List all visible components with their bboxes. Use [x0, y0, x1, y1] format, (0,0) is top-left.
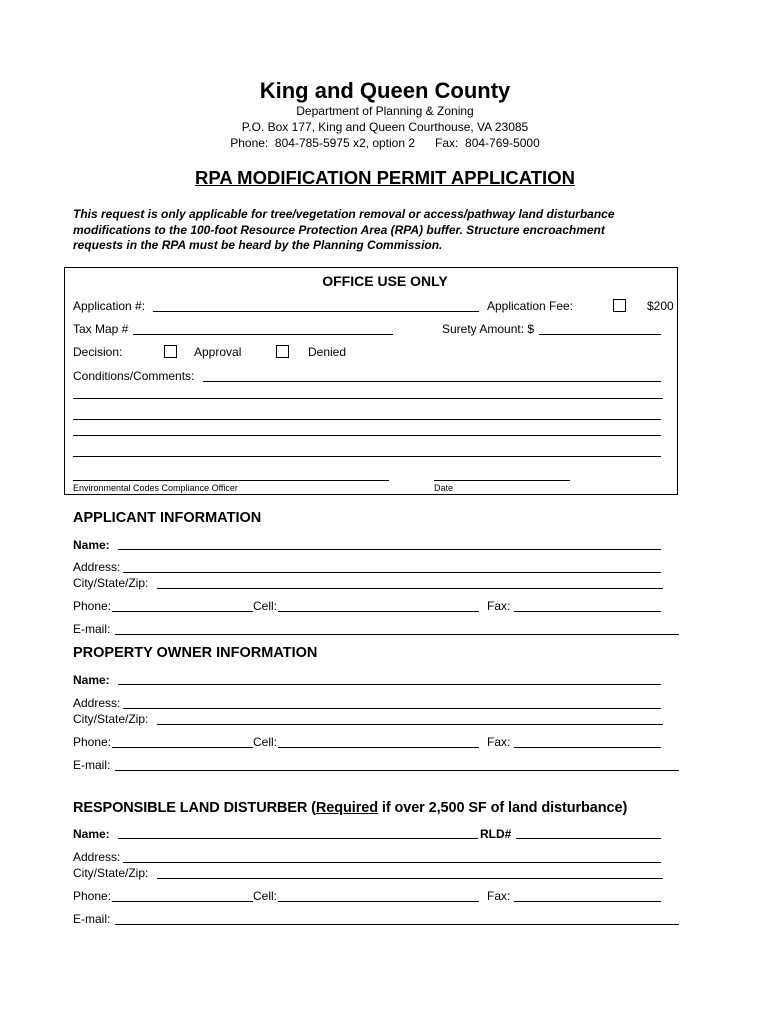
conditions-field-1[interactable]: [203, 381, 661, 382]
conditions-field-2[interactable]: [73, 398, 663, 399]
date-signature-line[interactable]: [434, 480, 570, 481]
office-use-title: OFFICE USE ONLY: [322, 273, 448, 289]
disturber-city-field[interactable]: [157, 878, 663, 879]
disturber-email-field[interactable]: [115, 924, 679, 925]
disturber-rld-label: RLD#: [480, 827, 512, 841]
owner-fax-label: Fax:: [487, 735, 511, 749]
owner-address-field[interactable]: [123, 708, 661, 709]
form-title: RPA MODIFICATION PERMIT APPLICATION: [195, 167, 575, 188]
owner-email-label: E-mail:: [73, 758, 111, 772]
applicant-section-title: APPLICANT INFORMATION: [73, 510, 262, 526]
disturber-title-required: Required: [315, 800, 378, 816]
notice-line-2: modifications to the 100-foot Resource Protection Area (RPA) buffer. Structure encroachment: [73, 222, 605, 237]
county-title: King and Queen County: [259, 78, 511, 103]
disturber-section-title: [73, 800, 627, 816]
disturber-city-label: City/State/Zip:: [73, 866, 149, 880]
disturber-phone-field[interactable]: [112, 901, 253, 902]
department-line: Department of Planning & Zoning: [296, 104, 474, 118]
disturber-email-label: E-mail:: [73, 912, 111, 926]
applicant-email-field[interactable]: [115, 634, 679, 635]
disturber-address-field[interactable]: [123, 862, 661, 863]
conditions-label: Conditions/Comments:: [73, 369, 195, 383]
conditions-field-4[interactable]: [73, 435, 661, 436]
disturber-name-field[interactable]: [118, 838, 478, 839]
applicant-name-field[interactable]: [118, 549, 661, 550]
application-number-label: Application #:: [73, 299, 146, 313]
tax-map-label: Tax Map #: [73, 322, 129, 336]
phone-fax-line: Phone: 804-785-5975 x2, option 2 Fax: 804-769-5000: [230, 136, 540, 150]
applicant-address-label: Address:: [73, 560, 121, 574]
address-line: P.O. Box 177, King and Queen Courthouse, VA 23085: [241, 120, 529, 134]
notice-text: [73, 207, 615, 254]
applicant-city-label: City/State/Zip:: [73, 576, 149, 590]
disturber-fax-label: Fax:: [487, 889, 511, 903]
disturber-rld-field[interactable]: [516, 838, 661, 839]
disturber-cell-field[interactable]: [278, 901, 479, 902]
disturber-title-part-b: if over 2,500 SF of land disturbance): [377, 800, 628, 816]
applicant-city-field[interactable]: [157, 588, 663, 589]
disturber-title-part-a: RESPONSIBLE LAND DISTURBER (: [73, 800, 316, 816]
owner-city-field[interactable]: [157, 724, 663, 725]
application-fee-label: Application Fee:: [487, 299, 574, 313]
applicant-name-label: Name:: [73, 538, 110, 552]
date-caption: Date: [434, 483, 454, 493]
application-number-field[interactable]: [153, 311, 479, 312]
officer-caption: Environmental Codes Compliance Officer: [73, 483, 238, 493]
disturber-phone-label: Phone:: [73, 889, 112, 903]
owner-phone-label: Phone:: [73, 735, 112, 749]
applicant-fax-field[interactable]: [514, 611, 661, 612]
applicant-address-field[interactable]: [123, 572, 661, 573]
applicant-email-label: E-mail:: [73, 622, 111, 636]
conditions-field-3[interactable]: [73, 419, 661, 420]
surety-amount-field[interactable]: [539, 334, 661, 335]
disturber-name-label: Name:: [73, 827, 110, 841]
owner-fax-field[interactable]: [514, 747, 661, 748]
disturber-fax-field[interactable]: [514, 901, 661, 902]
conditions-field-5[interactable]: [73, 456, 661, 457]
tax-map-field[interactable]: [133, 334, 393, 335]
disturber-address-label: Address:: [73, 850, 121, 864]
notice-line-3: requests in the RPA must be heard by the Planning Commission.: [73, 238, 443, 252]
applicant-phone-label: Phone:: [73, 599, 112, 613]
officer-signature-line[interactable]: [73, 480, 389, 481]
owner-address-label: Address:: [73, 696, 121, 710]
decision-label: Decision:: [73, 345, 123, 359]
disturber-cell-label: Cell:: [253, 889, 278, 903]
denied-label: Denied: [308, 345, 347, 359]
approval-label: Approval: [194, 345, 242, 359]
approval-checkbox[interactable]: [164, 345, 177, 358]
owner-cell-field[interactable]: [278, 747, 479, 748]
notice-line-1: This request is only applicable for tree/vegetation removal or access/pathway land disturbance: [73, 207, 615, 221]
application-fee-amount: $200: [647, 299, 674, 313]
denied-checkbox[interactable]: [276, 345, 289, 358]
owner-cell-label: Cell:: [253, 735, 278, 749]
applicant-cell-label: Cell:: [253, 599, 278, 613]
owner-city-label: City/State/Zip:: [73, 712, 149, 726]
owner-name-field[interactable]: [118, 684, 661, 685]
owner-phone-field[interactable]: [112, 747, 253, 748]
surety-amount-label: Surety Amount: $: [442, 322, 535, 336]
owner-name-label: Name:: [73, 673, 110, 687]
owner-section-title: PROPERTY OWNER INFORMATION: [73, 645, 318, 661]
owner-email-field[interactable]: [115, 770, 679, 771]
applicant-cell-field[interactable]: [278, 611, 479, 612]
application-fee-checkbox[interactable]: [613, 299, 626, 312]
applicant-phone-field[interactable]: [112, 611, 253, 612]
applicant-fax-label: Fax:: [487, 599, 511, 613]
